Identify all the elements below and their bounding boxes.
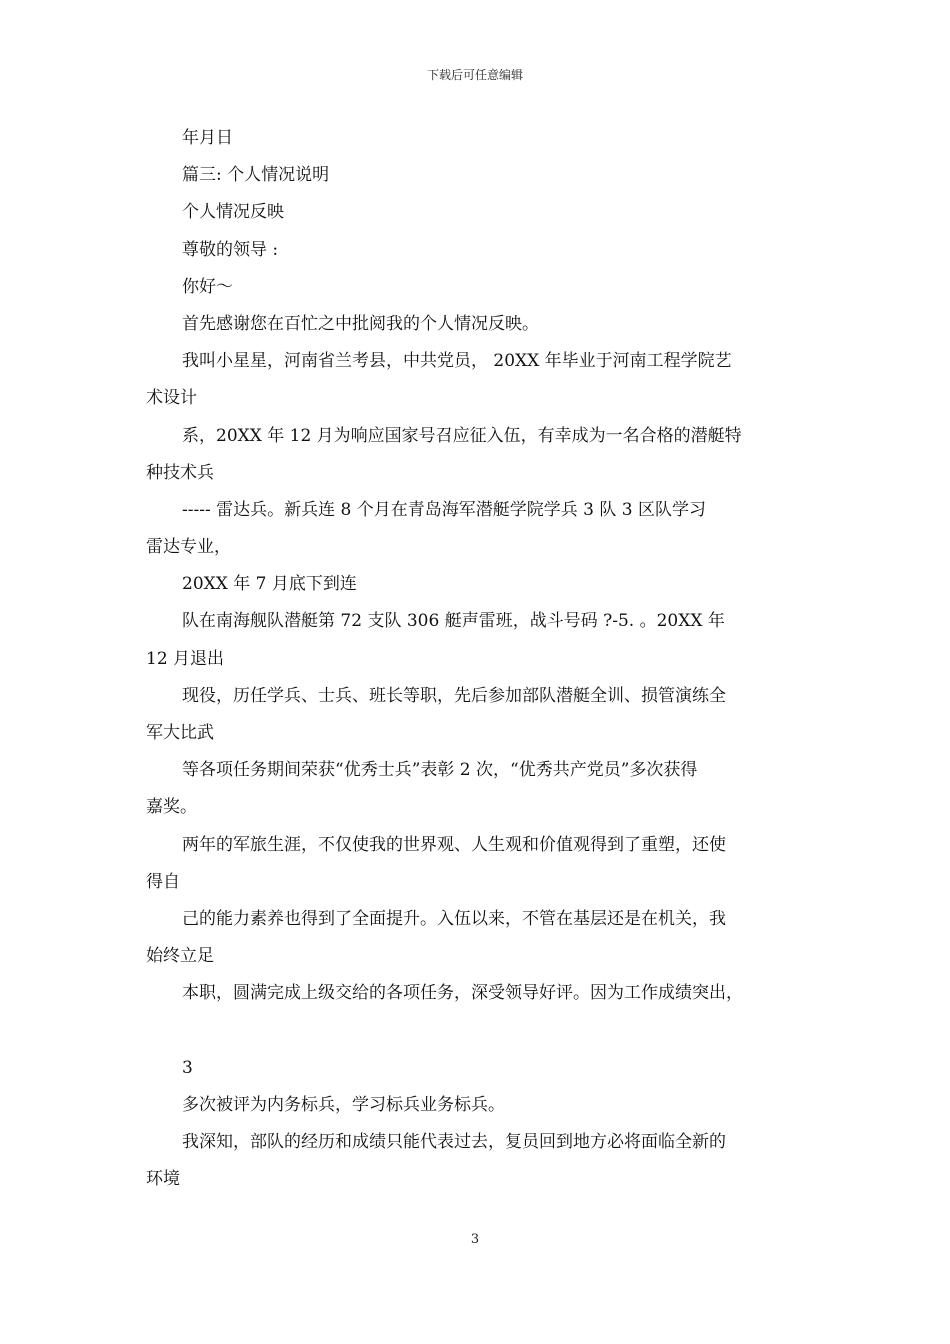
- text-line: 队在南海舰队潜艇第 72 支队 306 艇声雷班，战斗号码 ?-5. 。20XX 年: [182, 611, 725, 632]
- text-line: 两年的军旅生涯，不仅使我的世界观、人生观和价值观得到了重塑，还使: [182, 834, 726, 855]
- text-line: 己的能力素养也得到了全面提升。入伍以来，不管在基层还是在机关，我: [182, 908, 726, 929]
- text-line: 我深知，部队的经历和成绩只能代表过去，复员回到地方必将面临全新的: [182, 1131, 726, 1152]
- body-text: [146, 120, 816, 1198]
- blank-line: [146, 1013, 816, 1050]
- text-line: 军大比武: [146, 723, 214, 743]
- inline-page-marker: 3: [182, 1057, 193, 1078]
- text-line: 你好～: [182, 276, 233, 297]
- text-line: 始终立足: [146, 946, 214, 967]
- paragraph-block: [146, 120, 816, 1013]
- text-line: 嘉奖。: [146, 797, 197, 818]
- text-line: 雷达专业，: [146, 537, 231, 558]
- paragraph-block-continued: [146, 1087, 816, 1199]
- text-line: 本职，圆满完成上级交给的各项任务，深受领导好评。因为工作成绩突出，: [182, 983, 743, 1004]
- text-line: 篇三: 个人情况说明: [182, 165, 330, 186]
- page-number: 3: [470, 1232, 480, 1247]
- text-line: 个人情况反映: [182, 202, 284, 223]
- text-line: ----- 雷达兵。新兵连 8 个月在青岛海军潜艇学院学兵 3 队 3 区队学习: [182, 499, 706, 520]
- text-line: 现役，历任学兵、士兵、班长等职，先后参加部队潜艇全训、损管演练全: [182, 685, 726, 706]
- text-line: 系，20XX 年 12 月为响应国家号召应征入伍，有幸成为一名合格的潜艇特: [182, 425, 742, 446]
- text-line: 年月日: [182, 128, 233, 148]
- text-line: 环境: [146, 1169, 180, 1190]
- text-line: 术设计: [146, 388, 197, 409]
- text-line: 得自: [146, 871, 180, 892]
- text-line: 20XX 年 7 月底下到连: [182, 574, 357, 595]
- text-line: 多次被评为内务标兵，学习标兵业务标兵。: [182, 1094, 505, 1115]
- text-line: 首先感谢您在百忙之中批阅我的个人情况反映。: [182, 313, 539, 334]
- text-line: 我叫小星星，河南省兰考县，中共党员， 20XX 年毕业于河南工程学院艺: [182, 351, 732, 372]
- header-note: 下载后可任意编辑: [426, 68, 523, 82]
- text-line: 尊敬的领导 :: [182, 239, 279, 260]
- text-line: 种技术兵: [146, 462, 214, 483]
- text-line: 等各项任务期间荣获“优秀士兵”表彰 2 次，“优秀共产党员”多次获得: [182, 760, 698, 781]
- text-line: 12 月退出: [146, 648, 225, 669]
